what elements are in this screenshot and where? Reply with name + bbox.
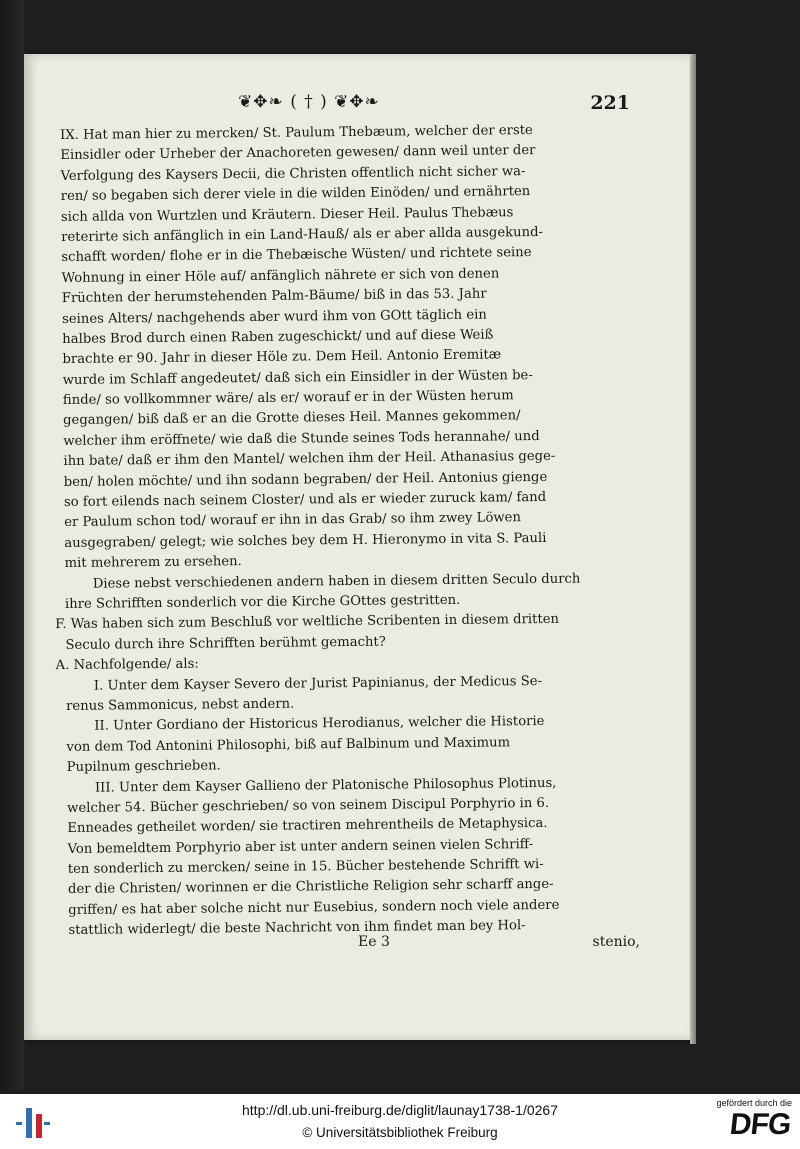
viewer-footer [0, 1094, 800, 1149]
text-line: Diese nebst verschiedenen andern haben in diesem dritten Seculo durch [92, 571, 581, 592]
copyright-notice: © Universitätsbibliothek Freiburg [302, 1125, 498, 1140]
text-line: I. Unter dem Kayser Severo der Jurist Papinianus, der Medicus Se- [93, 673, 543, 694]
text-line: sich allda von Wurtzlen und Kräutern. Dieser Heil. Paulus Thebæus [60, 204, 514, 225]
text-line: seines Alters/ nachgehends aber wurd ihm von GOtt täglich ein [61, 307, 487, 327]
book-page [24, 54, 690, 1040]
page-header [24, 92, 690, 116]
page-number: 221 [590, 92, 630, 114]
text-line: ihn bate/ daß er ihm den Mantel/ welchen ihm der Heil. Athanasius gege- [63, 449, 556, 470]
text-line: Von bemeldtem Porphyrio aber ist unter andern seinen vielen Schriff- [67, 836, 534, 857]
text-line: Seculo durch ihre Schrifften berühmt gemacht? [65, 634, 386, 653]
text-line: III. Unter dem Kayser Gallieno der Platonische Philosophus Plotinus, [94, 775, 557, 796]
text-line: griffen/ es hat aber solche nicht nur Eusebius, sondern noch viele andere [68, 897, 560, 918]
text-line: brachte er 90. Jahr in dieser Höle zu. Dem Heil. Antonio Eremitæ [62, 347, 502, 368]
text-line: renus Sammonicus, nebst andern. [65, 696, 295, 714]
text-line: ren/ so begaben sich derer viele in die wilden Einöden/ und ernährten [60, 184, 531, 205]
text-line: Früchten der herumstehenden Palm-Bäume/ biß in das 53. Jahr [61, 286, 487, 307]
text-line: Enneades getheilet worden/ sie tractiren mehrentheils de Metaphysica. [67, 816, 548, 837]
dfg-caption: gefördert durch die [716, 1098, 792, 1108]
text-line: gegangen/ biß daß er an die Grotte dieses Heil. Mannes gekommen/ [63, 408, 521, 429]
text-line: II. Unter Gordiano der Historicus Herodianus, welcher die Historie [94, 714, 545, 735]
page-footer-line [60, 934, 640, 956]
text-line: wurde im Schlaff angedeutet/ daß sich ein Einsidler in der Wüsten be- [62, 367, 533, 388]
text-line: so fort eilends nach seinem Closter/ und als er wieder zuruck kam/ fand [63, 489, 547, 511]
text-line: halbes Brod durch einen Raben zugeschickt/ und auf diese Weiß [62, 327, 494, 347]
catchword: stenio, [592, 934, 640, 950]
text-line: welcher 54. Bücher geschrieben/ so von seinem Discipul Porphyrio in 6. [67, 795, 550, 816]
text-line: ausgegraben/ gelegt; wie solches bey dem H. Hieronymo in vita S. Pauli [64, 530, 547, 551]
text-line: Wohnung in einer Höle auf/ anfänglich nährete er sich von denen [61, 266, 500, 286]
text-line: Einsidler oder Urheber der Anachoreten gewesen/ dann weil unter der [60, 143, 536, 164]
text-line: Pupilnum geschrieben. [66, 758, 221, 776]
text-line: IX. Hat man hier zu mercken/ St. Paulum Thebæum, welcher der erste [60, 123, 533, 143]
text-line: schafft worden/ flohe er in die Thebæische Wüsten/ und richtete seine [61, 245, 532, 266]
signature-mark: Ee 3 [358, 934, 390, 950]
text-line: ten sonderlich zu mercken/ seine in 15. Bücher bestehende Schrifft wi- [67, 857, 544, 878]
text-line: mit mehrerem zu ersehen. [64, 554, 242, 572]
text-line: ben/ holen möchte/ und ihn sodann begraben/ der Heil. Antonius gienge [63, 469, 548, 490]
permalink-url[interactable]: http://dl.ub.uni-freiburg.de/diglit/launay1738-1/0267 [242, 1102, 558, 1118]
body-text [55, 120, 649, 942]
text-line: von dem Tod Antonini Philosophi, biß auf Balbinum und Maximum [66, 735, 511, 755]
text-line: der die Christen/ worinnen er die Christliche Religion sehr scharff ange- [67, 877, 554, 898]
text-line: F. Was haben sich zum Beschluß vor weltliche Scribenten in diesem dritten [55, 612, 560, 633]
page-edge [690, 54, 696, 1044]
text-line: Verfolgung des Kaysers Decii, die Christen offentlich nicht sicher wa- [60, 163, 526, 184]
text-line: welcher ihm eröffnete/ wie daß die Stunde seines Tods herannahe/ und [63, 428, 540, 449]
text-line: er Paulum schon tod/ worauf er ihn in das Grab/ so ihm zwey Löwen [64, 510, 522, 531]
text-line: A. Nachfolgende/ als: [55, 656, 199, 674]
dfg-logo-icon: DFG [727, 1108, 792, 1141]
text-line: stattlich widerlegt/ die beste Nachricht von ihm findet man bey Hol- [68, 918, 526, 939]
scan-background [0, 0, 24, 1090]
text-line: ihre Schrifften sonderlich vor die Kirche GOttes gestritten. [64, 592, 461, 612]
text-line: reterirte sich anfänglich in ein Land-Hauß/ als er aber allda ausgekund- [61, 224, 544, 245]
header-ornament: ❦✥❧ ( † ) ❦✥❧ [238, 92, 380, 112]
text-line: finde/ so vollkommner wäre/ als er/ worauf er in der Wüsten herum [62, 388, 514, 409]
